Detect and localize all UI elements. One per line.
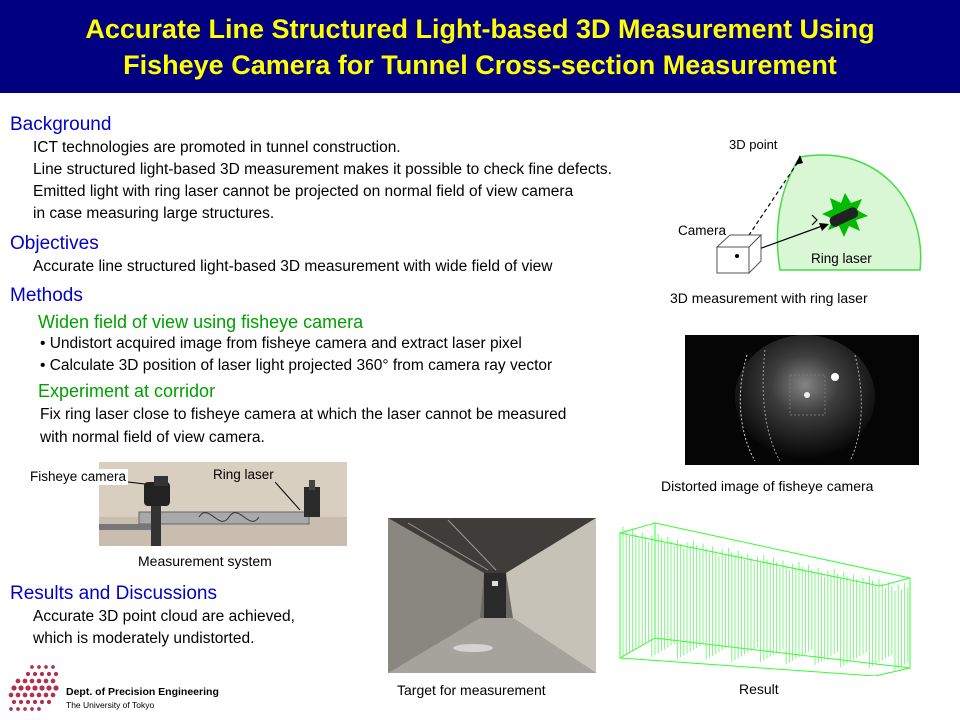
methods-subheading-fisheye: Widen field of view using fisheye camera: [38, 312, 364, 332]
background-line-4: in case measuring large structures.: [33, 205, 275, 222]
diagram-caption: 3D measurement with ring laser: [670, 290, 868, 306]
distorted-image-caption: Distorted image of fisheye camera: [661, 478, 874, 494]
3d-point-label: 3D point: [729, 137, 778, 152]
distorted-fisheye-image: [685, 335, 919, 465]
camera-cube-icon: [717, 235, 761, 273]
objectives-heading: Objectives: [10, 233, 99, 254]
corridor-target-photo: [388, 518, 596, 673]
university-logo-dots: [6, 662, 64, 716]
background-line-2: Line structured light-based 3D measurement makes it possible to check fine defects.: [33, 161, 612, 178]
measurement-system-caption: Measurement system: [138, 553, 272, 569]
background-heading: Background: [10, 114, 112, 135]
logo-dept-name: Dept. of Precision Engineering: [66, 686, 219, 698]
fisheye-camera-label: Fisheye camera: [30, 469, 127, 484]
methods-bullet-1: • Undistort acquired image from fisheye camera and extract laser pixel: [40, 335, 522, 352]
title-line-1: Accurate Line Structured Light-based 3D Measurement Using: [85, 14, 875, 44]
experiment-line-2: with normal field of view camera.: [40, 429, 265, 446]
objectives-text: Accurate line structured light-based 3D measurement with wide field of view: [33, 258, 553, 275]
ring-laser-diagram: [665, 125, 960, 310]
logo-university-name: The University of Tokyo: [66, 700, 155, 710]
methods-subheading-experiment: Experiment at corridor: [38, 381, 216, 401]
title-band: [0, 0, 960, 93]
results-line-1: Accurate 3D point cloud are achieved,: [33, 608, 295, 625]
background-line-3: Emitted light with ring laser cannot be projected on normal field of view camera: [33, 183, 574, 200]
system-ring-laser-label: Ring laser: [213, 467, 274, 482]
camera-center-dot: [735, 254, 739, 258]
methods-heading: Methods: [10, 285, 83, 306]
background-line-1: ICT technologies are promoted in tunnel construction.: [33, 139, 401, 156]
results-heading: Results and Discussions: [10, 583, 217, 604]
results-line-2: which is moderately undistorted.: [33, 630, 255, 647]
title-line-2: Fisheye Camera for Tunnel Cross-section Measurement: [123, 50, 837, 80]
camera-label: Camera: [678, 223, 727, 238]
result-caption: Result: [739, 681, 779, 697]
target-caption: Target for measurement: [397, 682, 546, 698]
methods-bullet-2: • Calculate 3D position of laser light projected 360° from camera ray vector: [40, 357, 553, 374]
ring-laser-label: Ring laser: [811, 251, 872, 266]
result-point-cloud: [615, 518, 915, 676]
experiment-line-1: Fix ring laser close to fisheye camera at which the laser cannot be measured: [40, 406, 567, 423]
